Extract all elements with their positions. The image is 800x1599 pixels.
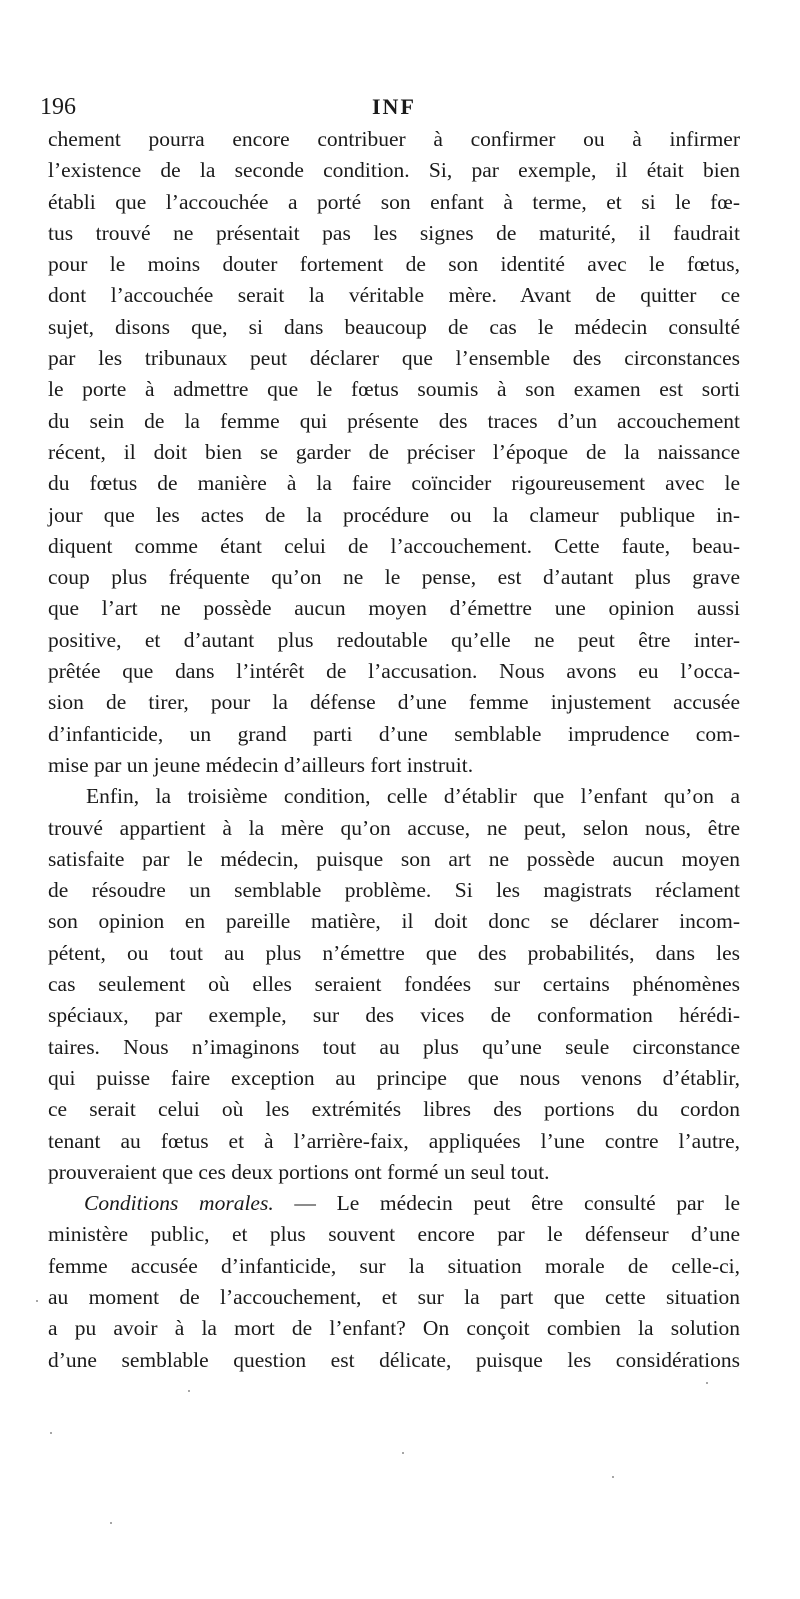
- text-line: Enfin, la troisième condition, celle d’établir que l’enfant qu’on a: [86, 784, 740, 809]
- text-line: trouvé appartient à la mère qu’on accuse, ne peut, selon nous, être: [48, 815, 740, 840]
- text-line: chement pourra encore contribuer à confirmer ou à infirmer: [48, 127, 740, 151]
- paper-speck: [50, 1432, 52, 1434]
- text-line: mise par un jeune médecin d’ailleurs fort instruit.: [48, 752, 474, 777]
- text-line: au moment de l’accouchement, et sur la part que cette situation: [48, 1284, 740, 1309]
- text-line: satisfaite par le médecin, puisque son art ne possède aucun moyen: [48, 846, 740, 871]
- paper-speck: [402, 1452, 404, 1454]
- text-line: du sein de la femme qui présente des traces d’un accouchement: [48, 408, 740, 433]
- paper-speck: [36, 1300, 38, 1302]
- page-number: 196: [40, 94, 76, 120]
- text-line: l’existence de la seconde condition. Si, par exemple, il était bien: [48, 158, 740, 183]
- text-line: par les tribunaux peut déclarer que l’ensemble des circonstances: [48, 346, 740, 371]
- text-line: sion de tirer, pour la défense d’une femme injustement accusée: [48, 690, 740, 715]
- text-line: le porte à admettre que le fœtus soumis à son examen est sorti: [48, 377, 740, 402]
- text-line: positive, et d’autant plus redoutable qu’elle ne peut être inter-: [48, 627, 740, 652]
- text-line: jour que les actes de la procédure ou la clameur publique in-: [48, 502, 740, 527]
- text-line: taires. Nous n’imaginons tout au plus qu’une seule circonstance: [48, 1034, 740, 1059]
- text-line: son opinion en pareille matière, il doit donc se déclarer incom-: [48, 909, 740, 934]
- section-heading: Conditions morales.: [84, 1191, 274, 1216]
- text-line: prouveraient que ces deux portions ont formé un seul tout.: [48, 1159, 550, 1184]
- text-line: de résoudre un semblable problème. Si les magistrats réclament: [48, 878, 740, 903]
- paper-speck: [188, 1390, 190, 1392]
- paper-speck: [706, 1382, 708, 1384]
- paper-speck: [612, 1476, 614, 1478]
- text-line: d’infanticide, un grand parti d’une semblable imprudence com-: [48, 721, 740, 746]
- paragraph-continuation: [48, 124, 740, 781]
- text-line: tus trouvé ne présentait pas les signes de maturité, il faudrait: [48, 220, 740, 245]
- paragraph: [48, 1188, 740, 1376]
- text-line: [48, 1188, 740, 1219]
- text-line: établi que l’accouchée a porté son enfant à terme, et si le fœ-: [48, 189, 740, 214]
- text-line: coup plus fréquente qu’on ne le pense, est d’autant plus grave: [48, 565, 740, 590]
- heading-continuation: — Le médecin peut être consulté par le: [273, 1191, 741, 1216]
- text-line: diquent comme étant celui de l’accouchement. Cette faute, beau-: [48, 533, 740, 558]
- text-line: pétent, ou tout au plus n’émettre que des probabilités, dans les: [48, 940, 740, 965]
- text-line: cas seulement où elles seraient fondées sur certains phénomènes: [48, 972, 740, 997]
- text-line: ce serait celui où les extrémités libres des portions du cordon: [48, 1097, 740, 1122]
- body-text: [48, 124, 740, 1376]
- text-line: prêtée que dans l’intérêt de l’accusation. Nous avons eu l’occa-: [48, 659, 740, 684]
- text-line: femme accusée d’infanticide, sur la situation morale de celle-ci,: [48, 1253, 740, 1278]
- text-line: que l’art ne possède aucun moyen d’émettre une opinion aussi: [48, 596, 740, 621]
- paper-speck: [110, 1522, 112, 1524]
- text-line: du fœtus de manière à la faire coïncider rigoureusement avec le: [48, 471, 740, 496]
- text-line: sujet, disons que, si dans beaucoup de cas le médecin consulté: [48, 314, 740, 339]
- text-line: ministère public, et plus souvent encore par le défenseur d’une: [48, 1222, 740, 1247]
- text-line: qui puisse faire exception au principe que nous venons d’établir,: [48, 1065, 740, 1090]
- text-line: spéciaux, par exemple, sur des vices de conformation hérédi-: [48, 1003, 740, 1028]
- running-title: INF: [372, 94, 416, 119]
- text-line: récent, il doit bien se garder de préciser l’époque de la naissance: [48, 439, 740, 464]
- text-line: dont l’accouchée serait la véritable mère. Avant de quitter ce: [48, 283, 740, 308]
- paragraph: [48, 781, 740, 1188]
- text-line: tenant au fœtus et à l’arrière-faix, appliquées l’une contre l’autre,: [48, 1128, 740, 1153]
- running-header: [40, 92, 745, 122]
- text-line: pour le moins douter fortement de son identité avec le fœtus,: [48, 252, 740, 277]
- text-line: d’une semblable question est délicate, puisque les considérations: [48, 1347, 740, 1372]
- text-line: a pu avoir à la mort de l’enfant? On conçoit combien la solution: [48, 1316, 740, 1341]
